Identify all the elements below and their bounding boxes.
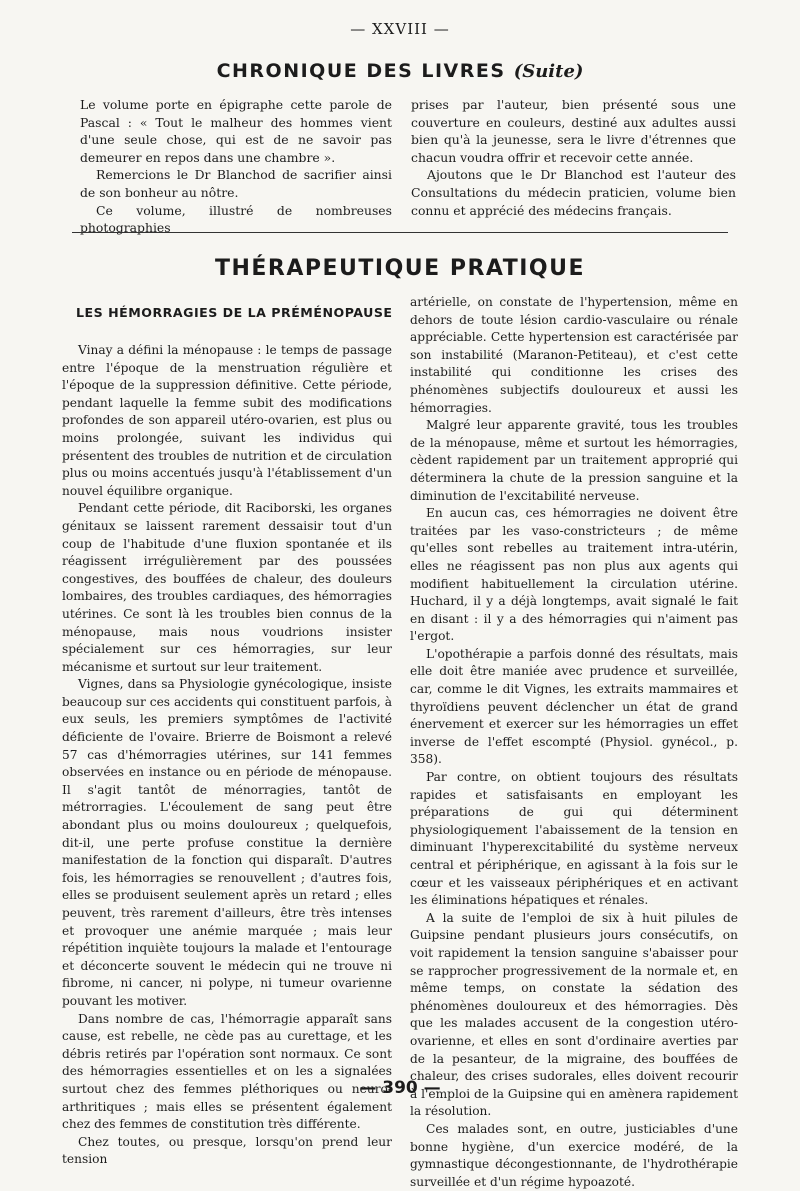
paragraph: Par contre, on obtient toujours des résultats rapides et satisfaisants en employant les préparations de gui qui déterminent physiologiquement l'abaissement de la tension en diminuant l'hyperexcitabilité du système nerveux central et périphérique, en agissant à la fois sur le cœur et les vaisseaux périphériques et en activant les éliminations hépatiques et rénales. (410, 770, 738, 908)
paragraph: Ce volume, illustré de nombreuses photographies (80, 202, 392, 236)
chronique-right-column (411, 96, 736, 219)
article-right-column (410, 294, 738, 1191)
article-subtitle: LES HÉMORRAGIES DE LA PRÉMÉNOPAUSE (76, 305, 393, 320)
chronique-title-suffix: (Suite) (513, 61, 584, 82)
paragraph: A la suite de l'emploi de six à huit pilules de Guipsine pendant plusieurs jours consécutifs, on voit rapidement la tension sanguine s'abaisser pour se rapprocher progressivement de la normale et, en même temps, on constate la sédation des phénomènes douloureux et des hémorragies. Dès que les malades accusent de la congestion utéro-ovarienne, et elles en sont d'ordinaire averties par de la pesanteur, de la migraine, des bouffées de chaleur, des crises sudorales, elles doivent recourir à l'emploi de la Guipsine qui en amènera rapidement la résolution. (410, 910, 739, 1119)
chronique-title-text: CHRONIQUE DES LIVRES (216, 60, 506, 82)
paragraph: artérielle, on constate de l'hypertension, même en dehors de toute lésion cardio-vasculaire ou rénale appréciable. Cette hypertension est caractérisée par son instabilité (Maranon-Petiteau), et c'est cette instabilité qui conditionne les crises des phénomènes subjectifs douloureux et aussi les hémorragies. (410, 295, 738, 415)
paragraph: Pendant cette période, dit Raciborski, les organes génitaux se laissent rarement dessaisir tout d'un coup de l'habitude d'une fluxion spontanée et ils réagissent irrégulièrement par des poussées congestives, des bouffées de chaleur, des douleurs lombaires, des troubles cardiaques, des hémorragies utérines. Ce sont là les troubles bien connus de la ménopause, mais nous voudrions insister spécialement sur ces hémorragies, sur leur mécanisme et surtout sur leur traitement. (62, 501, 392, 674)
paragraph: Le volume porte en épigraphe cette parole de Pascal : « Tout le malheur des hommes vient d'une seule chose, qui est de ne savoir pas demeurer en repos dans une chambre ». (80, 97, 392, 165)
paragraph: Malgré leur apparente gravité, tous les troubles de la ménopause, même et surtout les hémorragies, cèdent rapidement par un traitement approprié qui déterminera la chute de la pression sanguine et la diminution de l'excitabilité nerveuse. (410, 418, 738, 503)
paragraph: Chez toutes, ou presque, lorsqu'on prend leur tension (62, 1134, 392, 1167)
paragraph: Vinay a défini la ménopause : le temps de passage entre l'époque de la menstruation régulière et l'époque de la suppression définitive. Cette période, pendant laquelle la femme subit des modifications profondes de son appareil utéro-ovarien, est plus ou moins prolongée, suivant les individus qui présentent des troubles de nutrition et de circulation plus ou moins accentués jusqu'à l'établissement d'un nouvel équilibre organique. (62, 343, 392, 498)
therapeutique-title: THÉRAPEUTIQUE PRATIQUE (214, 256, 586, 281)
article-left-column (62, 342, 392, 1169)
page-roman-numeral: — XXVIII — (350, 20, 450, 38)
paragraph: Remercions le Dr Blanchod de sacrifier ainsi de son bonheur au nôtre. (80, 167, 392, 200)
section-divider (72, 232, 728, 233)
paragraph: Vignes, dans sa Physiologie gynécologique, insiste beaucoup sur ces accidents qui constituent parfois, à eux seuls, les premiers symptômes de l'activité déficiente de l'ovaire. Brierre de Boismont a relevé 57 cas d'hémorragies utérines, sur 141 femmes observées en instance ou en période de ménopause. Il s'agit tantôt de ménorragies, tantôt de métrorragies. L'écoulement de sang peut être abondant plus ou moins douloureux ; quelquefois, dit-il, une perte profuse constitue la dernière manifestation de la fonction qui disparaît. D'autres fois, les hémorragies se renouvellent ; d'autres fois, elles se produisent seulement après un retard ; elles peuvent, très rarement d'ailleurs, être très intenses et provoquer une anémie marquée ; mais leur répétition inquiète toujours la malade et l'entourage et déconcerte souvent le médecin qui ne trouve ni fibrome, ni cancer, ni polype, ni tumeur ovarienne pouvant les motiver. (62, 677, 392, 1008)
paragraph: prises par l'auteur, bien présenté sous une couverture en couleurs, destiné aux adultes aussi bien qu'à la jeunesse, sera le livre d'étrennes que chacun voudra offrir et recevoir cette année. (411, 97, 736, 165)
page-number: — 390 — (359, 1078, 441, 1098)
chronique-left-column (80, 96, 392, 237)
paragraph: Ajoutons que le Dr Blanchod est l'auteur des Consultations du médecin praticien, volume bien connu et apprécié des médecins français. (411, 167, 736, 218)
paragraph: L'opothérapie a parfois donné des résultats, mais elle doit être maniée avec prudence et surveillée, car, comme le dit Vignes, les extraits mammaires et thyroïdiens peuvent déclencher un état de grand énervement et exercer sur les hémorragies un effet inverse de l'effet escompté (Physiol. gynécol., p. 358). (410, 646, 738, 767)
paragraph: Dans nombre de cas, l'hémorragie apparaît sans cause, est rebelle, ne cède pas au curettage, et les débris retirés par l'opération sont normaux. Ce sont des hémorragies essentielles et on les a signalées surtout chez des femmes pléthoriques ou neuro-arthritiques ; mais elles se présentent également chez des femmes de constitution très différente. (62, 1011, 392, 1132)
paragraph: En aucun cas, ces hémorragies ne doivent être traitées par les vaso-constricteurs ; de même qu'elles sont rebelles au traitement intra-utérin, elles ne réagissent pas non plus aux agents qui modifient habituellement la circulation utérine. Huchard, il y a déjà longtemps, avait signalé le fait en disant : il y a des hémorragies qui n'aiment pas l'ergot. (410, 506, 738, 644)
paragraph: Ces malades sont, en outre, justiciables d'une bonne hygiène, d'un exercice modéré, de la gymnastique décongestionnante, de l'hydrothérapie surveillée et d'un régime hypoazoté. (410, 1121, 738, 1189)
chronique-title (0, 60, 800, 82)
